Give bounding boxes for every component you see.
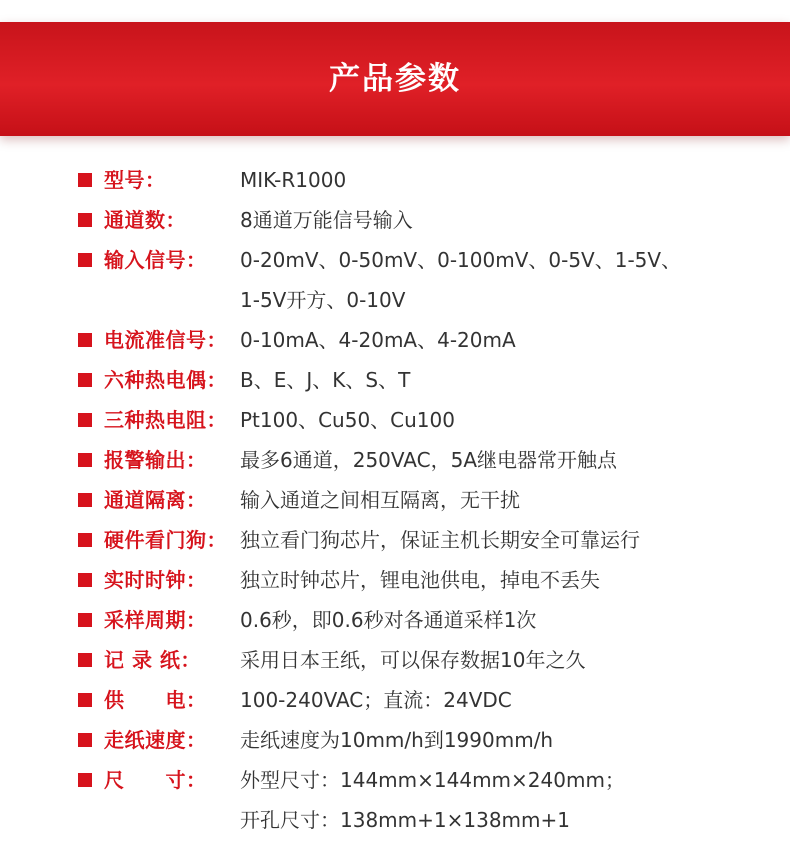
spec-values [240, 160, 778, 200]
spec-label: 通道数： [104, 208, 186, 232]
spec-values [240, 440, 778, 480]
spec-value: 采用日本王纸，可以保存数据10年之久 [240, 648, 586, 672]
spec-values [240, 240, 778, 320]
spec-value: 100-240VAC；直流：24VDC [240, 688, 512, 712]
bullet-square-icon [78, 173, 92, 187]
bullet-square-icon [78, 613, 92, 627]
spec-values [240, 640, 778, 680]
spec-row-sampling-period [78, 600, 778, 640]
header-banner [0, 22, 790, 136]
spec-values [240, 480, 778, 520]
bullet-square-icon [78, 573, 92, 587]
spec-value: 8通道万能信号输入 [240, 208, 413, 232]
spec-label: 型号： [104, 168, 166, 192]
spec-row-dimensions [78, 760, 778, 840]
spec-values [240, 360, 778, 400]
spec-values [240, 600, 778, 640]
bullet-square-icon [78, 373, 92, 387]
spec-values [240, 520, 778, 560]
spec-values [240, 560, 778, 600]
spec-values [240, 320, 778, 360]
spec-row-model [78, 160, 778, 200]
spec-values [240, 680, 778, 720]
spec-label: 走纸速度： [104, 728, 207, 752]
bullet-square-icon [78, 733, 92, 747]
spec-row-realtime-clock [78, 560, 778, 600]
spec-value: 输入通道之间相互隔离，无干扰 [240, 488, 520, 512]
spec-value: 0.6秒，即0.6秒对各通道采样1次 [240, 608, 537, 632]
spec-value: 独立看门狗芯片，保证主机长期安全可靠运行 [240, 528, 640, 552]
spec-row-recording-paper [78, 640, 778, 680]
bullet-square-icon [78, 413, 92, 427]
spec-label: 供 电： [104, 688, 207, 712]
spec-value: Pt100、Cu50、Cu100 [240, 408, 455, 432]
spec-label: 硬件看门狗： [104, 528, 227, 552]
spec-row-input-signal [78, 240, 778, 320]
spec-list [78, 160, 778, 840]
spec-label: 输入信号： [104, 248, 207, 272]
spec-values [240, 200, 778, 240]
spec-value: MIK-R1000 [240, 168, 347, 192]
spec-row-channels [78, 200, 778, 240]
spec-value: 走纸速度为10mm/h到1990mm/h [240, 728, 554, 752]
spec-row-power-supply [78, 680, 778, 720]
bullet-square-icon [78, 213, 92, 227]
bullet-square-icon [78, 453, 92, 467]
spec-value: 1-5V开方、0-10V [240, 288, 406, 312]
spec-value: 外型尺寸：144mm×144mm×240mm； [240, 768, 625, 792]
spec-value: 0-20mV、0-50mV、0-100mV、0-5V、1-5V、 [240, 248, 682, 272]
spec-values [240, 720, 778, 760]
bullet-square-icon [78, 693, 92, 707]
spec-label: 六种热电偶： [104, 368, 227, 392]
spec-label: 尺 寸： [104, 768, 207, 792]
spec-value: 最多6通道，250VAC，5A继电器常开触点 [240, 448, 618, 472]
spec-label: 通道隔离： [104, 488, 207, 512]
bullet-square-icon [78, 253, 92, 267]
page-title: 产品参数 [329, 61, 461, 97]
spec-value: 0-10mA、4-20mA、4-20mA [240, 328, 516, 352]
spec-row-alarm-output [78, 440, 778, 480]
spec-label: 采样周期： [104, 608, 207, 632]
spec-row-channel-isolation [78, 480, 778, 520]
spec-row-rtd [78, 400, 778, 440]
spec-value: B、E、J、K、S、T [240, 368, 411, 392]
spec-label: 电流准信号： [104, 328, 227, 352]
spec-label: 实时时钟： [104, 568, 207, 592]
spec-value: 开孔尺寸：138mm+1×138mm+1 [240, 808, 570, 832]
spec-label: 三种热电阻： [104, 408, 227, 432]
spec-values [240, 760, 778, 840]
spec-label: 记 录 纸： [104, 648, 201, 672]
bullet-square-icon [78, 333, 92, 347]
bullet-square-icon [78, 493, 92, 507]
bullet-square-icon [78, 533, 92, 547]
spec-value: 独立时钟芯片，锂电池供电，掉电不丢失 [240, 568, 600, 592]
spec-row-paper-speed [78, 720, 778, 760]
spec-label: 报警输出： [104, 448, 207, 472]
spec-row-watchdog [78, 520, 778, 560]
spec-row-thermocouples [78, 360, 778, 400]
spec-row-current-signal [78, 320, 778, 360]
spec-values [240, 400, 778, 440]
bullet-square-icon [78, 653, 92, 667]
bullet-square-icon [78, 773, 92, 787]
